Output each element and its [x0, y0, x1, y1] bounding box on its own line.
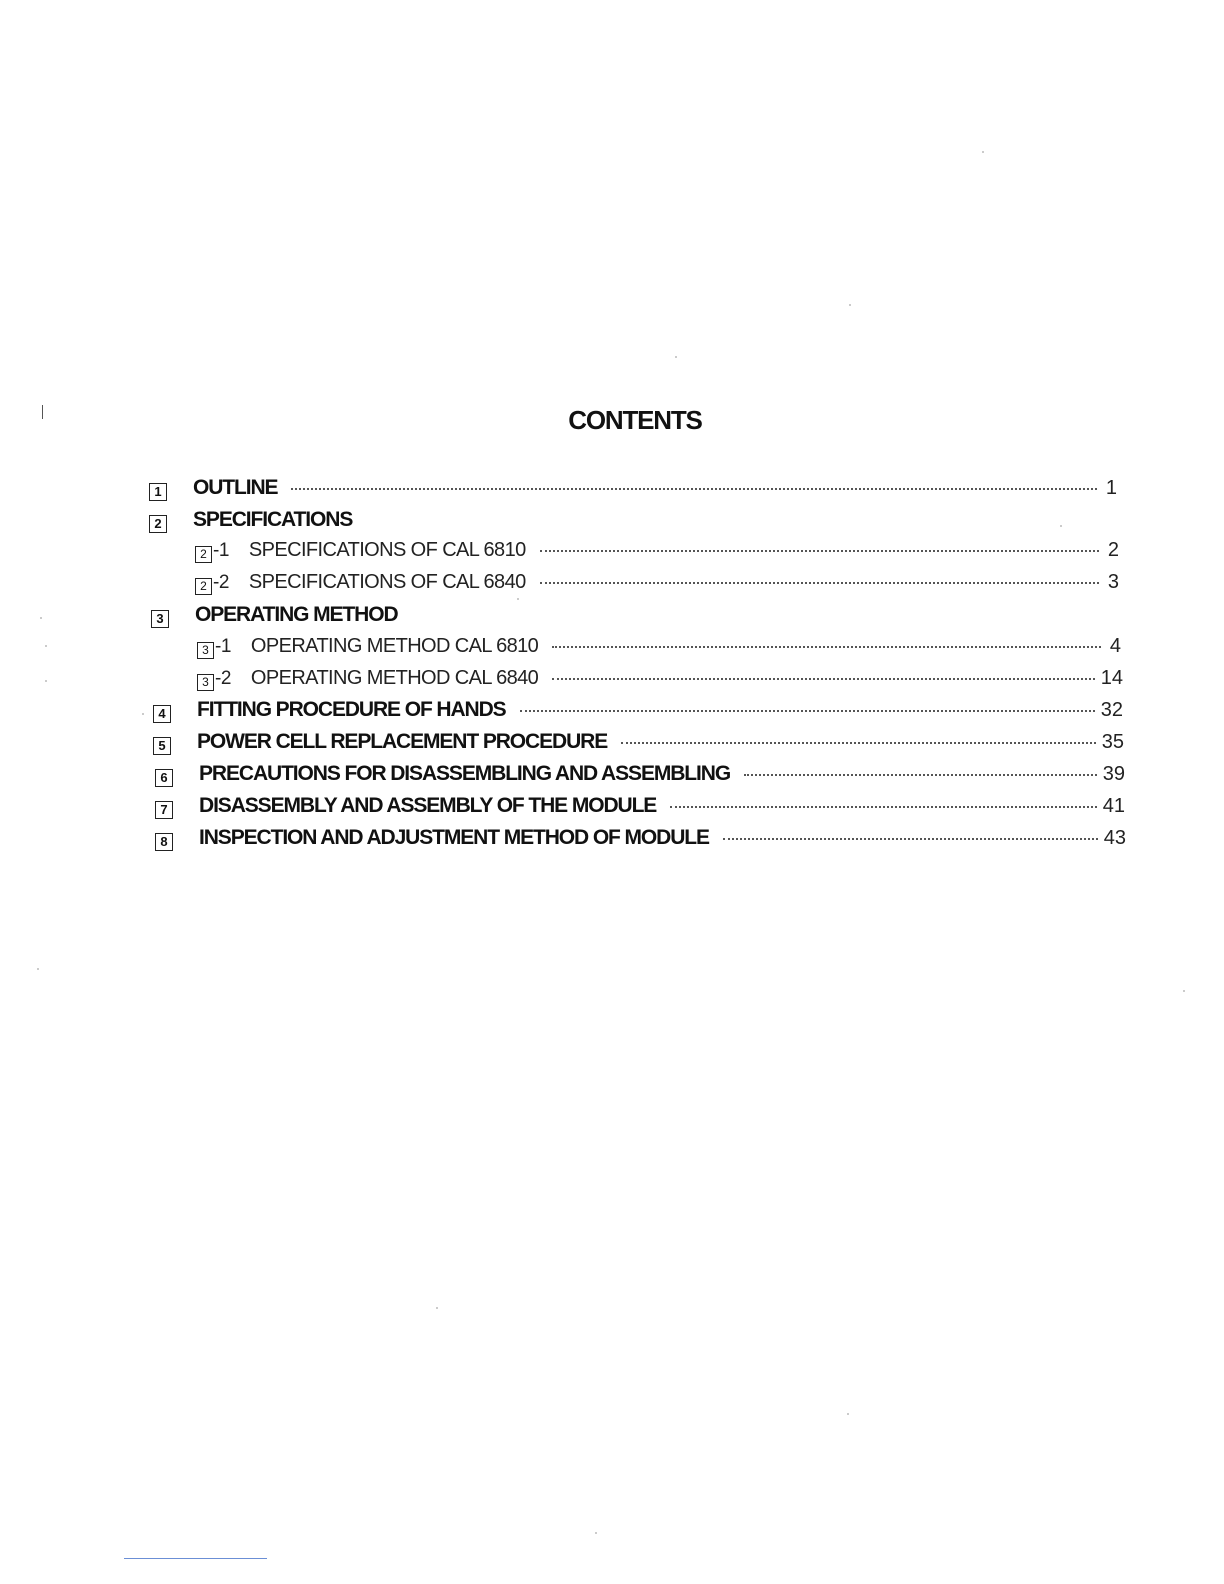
subsection-number-box: 2: [195, 546, 212, 563]
dot-leader: [621, 742, 1096, 744]
scan-speck: [142, 713, 144, 715]
subsection-number-box: 3: [197, 674, 214, 691]
section-number-box: 2: [149, 515, 167, 533]
section-number-box: 3: [151, 610, 169, 628]
toc-entry-title: INSPECTION AND ADJUSTMENT METHOD OF MODULE: [199, 826, 709, 849]
toc-entry-title: OPERATING METHOD: [195, 603, 398, 626]
toc-entry-specifications-6810[interactable]: [195, 539, 1119, 569]
toc-entry-title: SPECIFICATIONS OF CAL 6840: [248, 571, 526, 593]
toc-entry-inspection-adjustment[interactable]: [155, 826, 1126, 856]
dot-leader: [540, 550, 1099, 552]
scan-speck: [595, 1532, 597, 1534]
dot-leader: [552, 646, 1101, 648]
page-title: CONTENTS: [568, 405, 702, 435]
scan-speck: [37, 968, 39, 970]
toc-entry-disassembly-module[interactable]: [155, 794, 1125, 824]
toc-entry-title: DISASSEMBLY AND ASSEMBLY OF THE MODULE: [199, 794, 657, 817]
dot-leader: [540, 582, 1099, 584]
scan-speck: [849, 304, 851, 306]
scan-speck: [40, 617, 42, 619]
toc-page-number: 35: [1101, 731, 1124, 753]
toc-entry-operating-method-6840[interactable]: [197, 667, 1123, 697]
toc-entry-precautions[interactable]: [155, 762, 1125, 792]
dot-leader: [552, 678, 1095, 680]
toc-entry-power-cell-replacement[interactable]: [153, 730, 1124, 760]
subsection-number-box: 2: [195, 578, 212, 595]
toc-page-number: 1: [1105, 477, 1117, 499]
dot-leader: [291, 488, 1097, 490]
section-number-box: 1: [149, 483, 167, 501]
toc-entry-title: SPECIFICATIONS OF CAL 6810: [248, 539, 526, 561]
toc-entry-title: PRECAUTIONS FOR DISASSEMBLING AND ASSEMBLING: [199, 762, 731, 785]
toc-entry-outline[interactable]: [149, 476, 1117, 506]
subsection-suffix: -1: [213, 540, 229, 561]
toc-page-number: 2: [1107, 539, 1119, 561]
toc-page-number: 14: [1100, 667, 1123, 689]
subsection-suffix: -2: [215, 668, 231, 689]
toc-entry-title: POWER CELL REPLACEMENT PROCEDURE: [197, 730, 608, 753]
scan-speck: [1060, 525, 1062, 527]
toc-entry-operating-method[interactable]: [151, 603, 1119, 633]
toc-page-number: 39: [1102, 763, 1125, 785]
dot-leader: [520, 710, 1095, 712]
toc-page-number: 32: [1100, 699, 1123, 721]
toc-entry-title: OPERATING METHOD CAL 6840: [250, 667, 539, 689]
scan-speck: [45, 645, 47, 647]
subsection-number-box: 3: [197, 642, 214, 659]
section-number-box: 7: [155, 801, 173, 819]
subsection-suffix: -1: [215, 636, 231, 657]
dot-leader: [744, 774, 1097, 776]
toc-entry-title: OUTLINE: [193, 476, 278, 499]
section-number-box: 5: [153, 737, 171, 755]
scan-speck: [675, 356, 677, 358]
toc-entry-title: SPECIFICATIONS: [193, 508, 353, 531]
scan-speck: [847, 1413, 849, 1415]
scan-speck: [45, 680, 47, 682]
scan-speck: [1183, 990, 1185, 992]
scan-speck: [517, 598, 519, 600]
toc-page-number: 43: [1103, 827, 1126, 849]
toc-page-number: 4: [1109, 635, 1121, 657]
scan-speck: [436, 1307, 438, 1309]
toc-entry-fitting-procedure[interactable]: [153, 698, 1123, 728]
dot-leader: [723, 838, 1098, 840]
section-number-box: 4: [153, 705, 171, 723]
toc-entry-specifications-6840[interactable]: [195, 571, 1119, 601]
toc-entry-specifications[interactable]: [149, 508, 1117, 538]
dot-leader: [670, 806, 1097, 808]
subsection-suffix: -2: [213, 572, 229, 593]
toc-page-number: 41: [1102, 795, 1125, 817]
toc-entry-title: FITTING PROCEDURE OF HANDS: [197, 698, 506, 721]
toc-page-number: 3: [1107, 571, 1119, 593]
toc-entry-operating-method-6810[interactable]: [197, 635, 1121, 665]
section-number-box: 8: [155, 833, 173, 851]
page-footer-rule: [124, 1558, 267, 1559]
scan-speck: [982, 151, 984, 153]
section-number-box: 6: [155, 769, 173, 787]
toc-entry-title: OPERATING METHOD CAL 6810: [250, 635, 539, 657]
